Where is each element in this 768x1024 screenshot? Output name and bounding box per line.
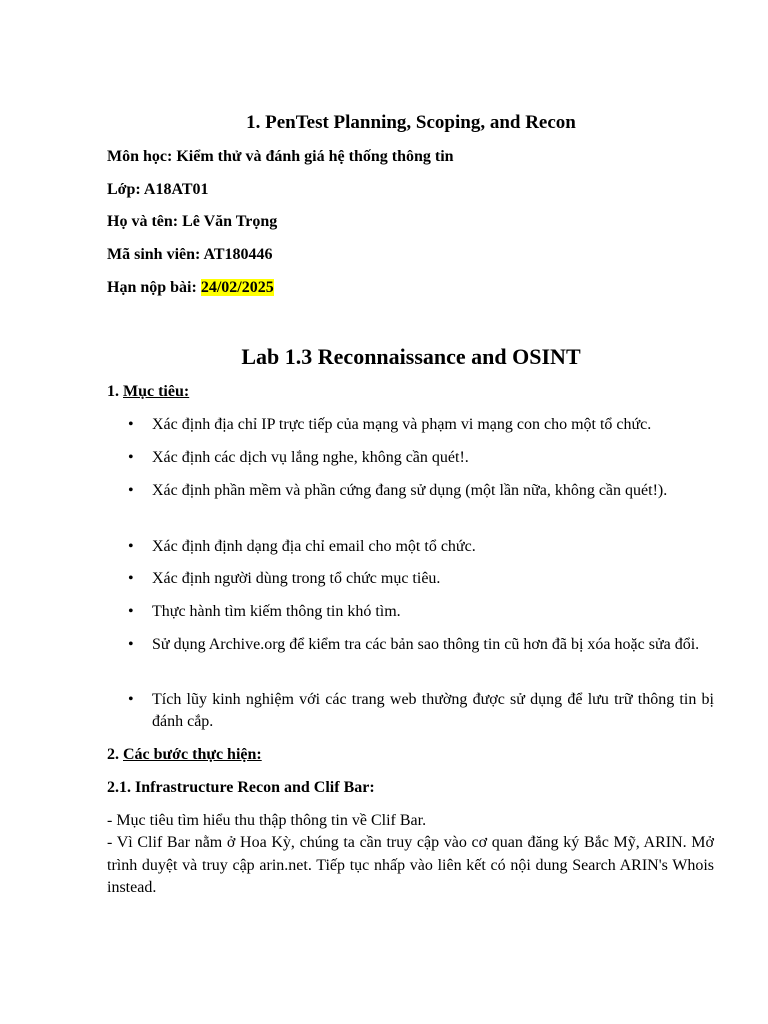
bullet-icon: • (128, 449, 134, 466)
bullet-icon: • (128, 636, 134, 653)
list-item-text: Xác định phần mềm và phần cứng đang sử dụng (một lần nữa, không cần quét!). (152, 482, 668, 499)
list-item-text: Xác định địa chỉ IP trực tiếp của mạng và phạm vi mạng con cho một tổ chức. (152, 416, 652, 433)
bullet-icon: • (128, 482, 134, 499)
student-id-value: AT180446 (203, 246, 273, 263)
deadline-line (107, 277, 274, 299)
class-value: A18AT01 (143, 181, 209, 198)
subsection-2-1-heading: 2.1. Infrastructure Recon and Clif Bar: (107, 779, 375, 796)
list-item-text: Xác định người dùng trong tổ chức mục tiêu. (152, 570, 441, 587)
section-2-heading (107, 744, 262, 766)
list-item-text: Xác định định dạng địa chỉ email cho một tổ chức. (152, 538, 476, 555)
deadline-label: Hạn nộp bài: (107, 279, 197, 296)
subject-line (107, 146, 454, 168)
list-item-text: Tích lũy kinh nghiệm với các trang web thường được sử dụng để lưu trữ thông tin bị đánh cắp. (152, 691, 714, 730)
class-label: Lớp: (107, 181, 141, 198)
student-id-label: Mã sinh viên: (107, 246, 201, 263)
paragraph: - Vì Clif Bar nằm ở Hoa Kỳ, chúng ta cần truy cập vào cơ quan đăng ký Bắc Mỹ, ARIN. Mở trình duyệt và truy cập arin.net. Tiếp tục nhấp vào liên kết có nội dung Search ARIN's Whois instead. (107, 834, 714, 896)
list-item-text: Sử dụng Archive.org để kiểm tra các bản sao thông tin cũ hơn đã bị xóa hoặc sửa đổi. (152, 636, 700, 653)
deadline-value: 24/02/2025 (200, 279, 274, 296)
section-1-heading (107, 381, 189, 403)
student-id-line (107, 244, 273, 266)
section-2-title: Các bước thực hiện: (123, 746, 262, 763)
paragraph: - Mục tiêu tìm hiểu thu thập thông tin về Clif Bar. (107, 812, 427, 829)
name-line (107, 211, 277, 233)
bullet-icon: • (128, 603, 134, 620)
bullet-icon: • (128, 691, 134, 708)
subject-label: Môn học: (107, 148, 173, 165)
section-1-number: 1. (107, 383, 119, 400)
list-item-text: Thực hành tìm kiếm thông tin khó tìm. (152, 603, 401, 620)
bullet-icon: • (128, 570, 134, 587)
bullet-icon: • (128, 538, 134, 555)
document-title: 1. PenTest Planning, Scoping, and Recon (246, 112, 576, 133)
subject-value: Kiểm thử và đánh giá hệ thống thông tin (176, 148, 454, 165)
name-label: Họ và tên: (107, 213, 179, 230)
list-item-text: Xác định các dịch vụ lắng nghe, không cần quét!. (152, 449, 469, 466)
class-line (107, 179, 208, 201)
lab-title: Lab 1.3 Reconnaissance and OSINT (241, 344, 581, 369)
bullet-icon: • (128, 416, 134, 433)
section-2-number: 2. (107, 746, 119, 763)
name-value: Lê Văn Trọng (182, 213, 278, 230)
section-1-title: Mục tiêu: (123, 383, 190, 400)
